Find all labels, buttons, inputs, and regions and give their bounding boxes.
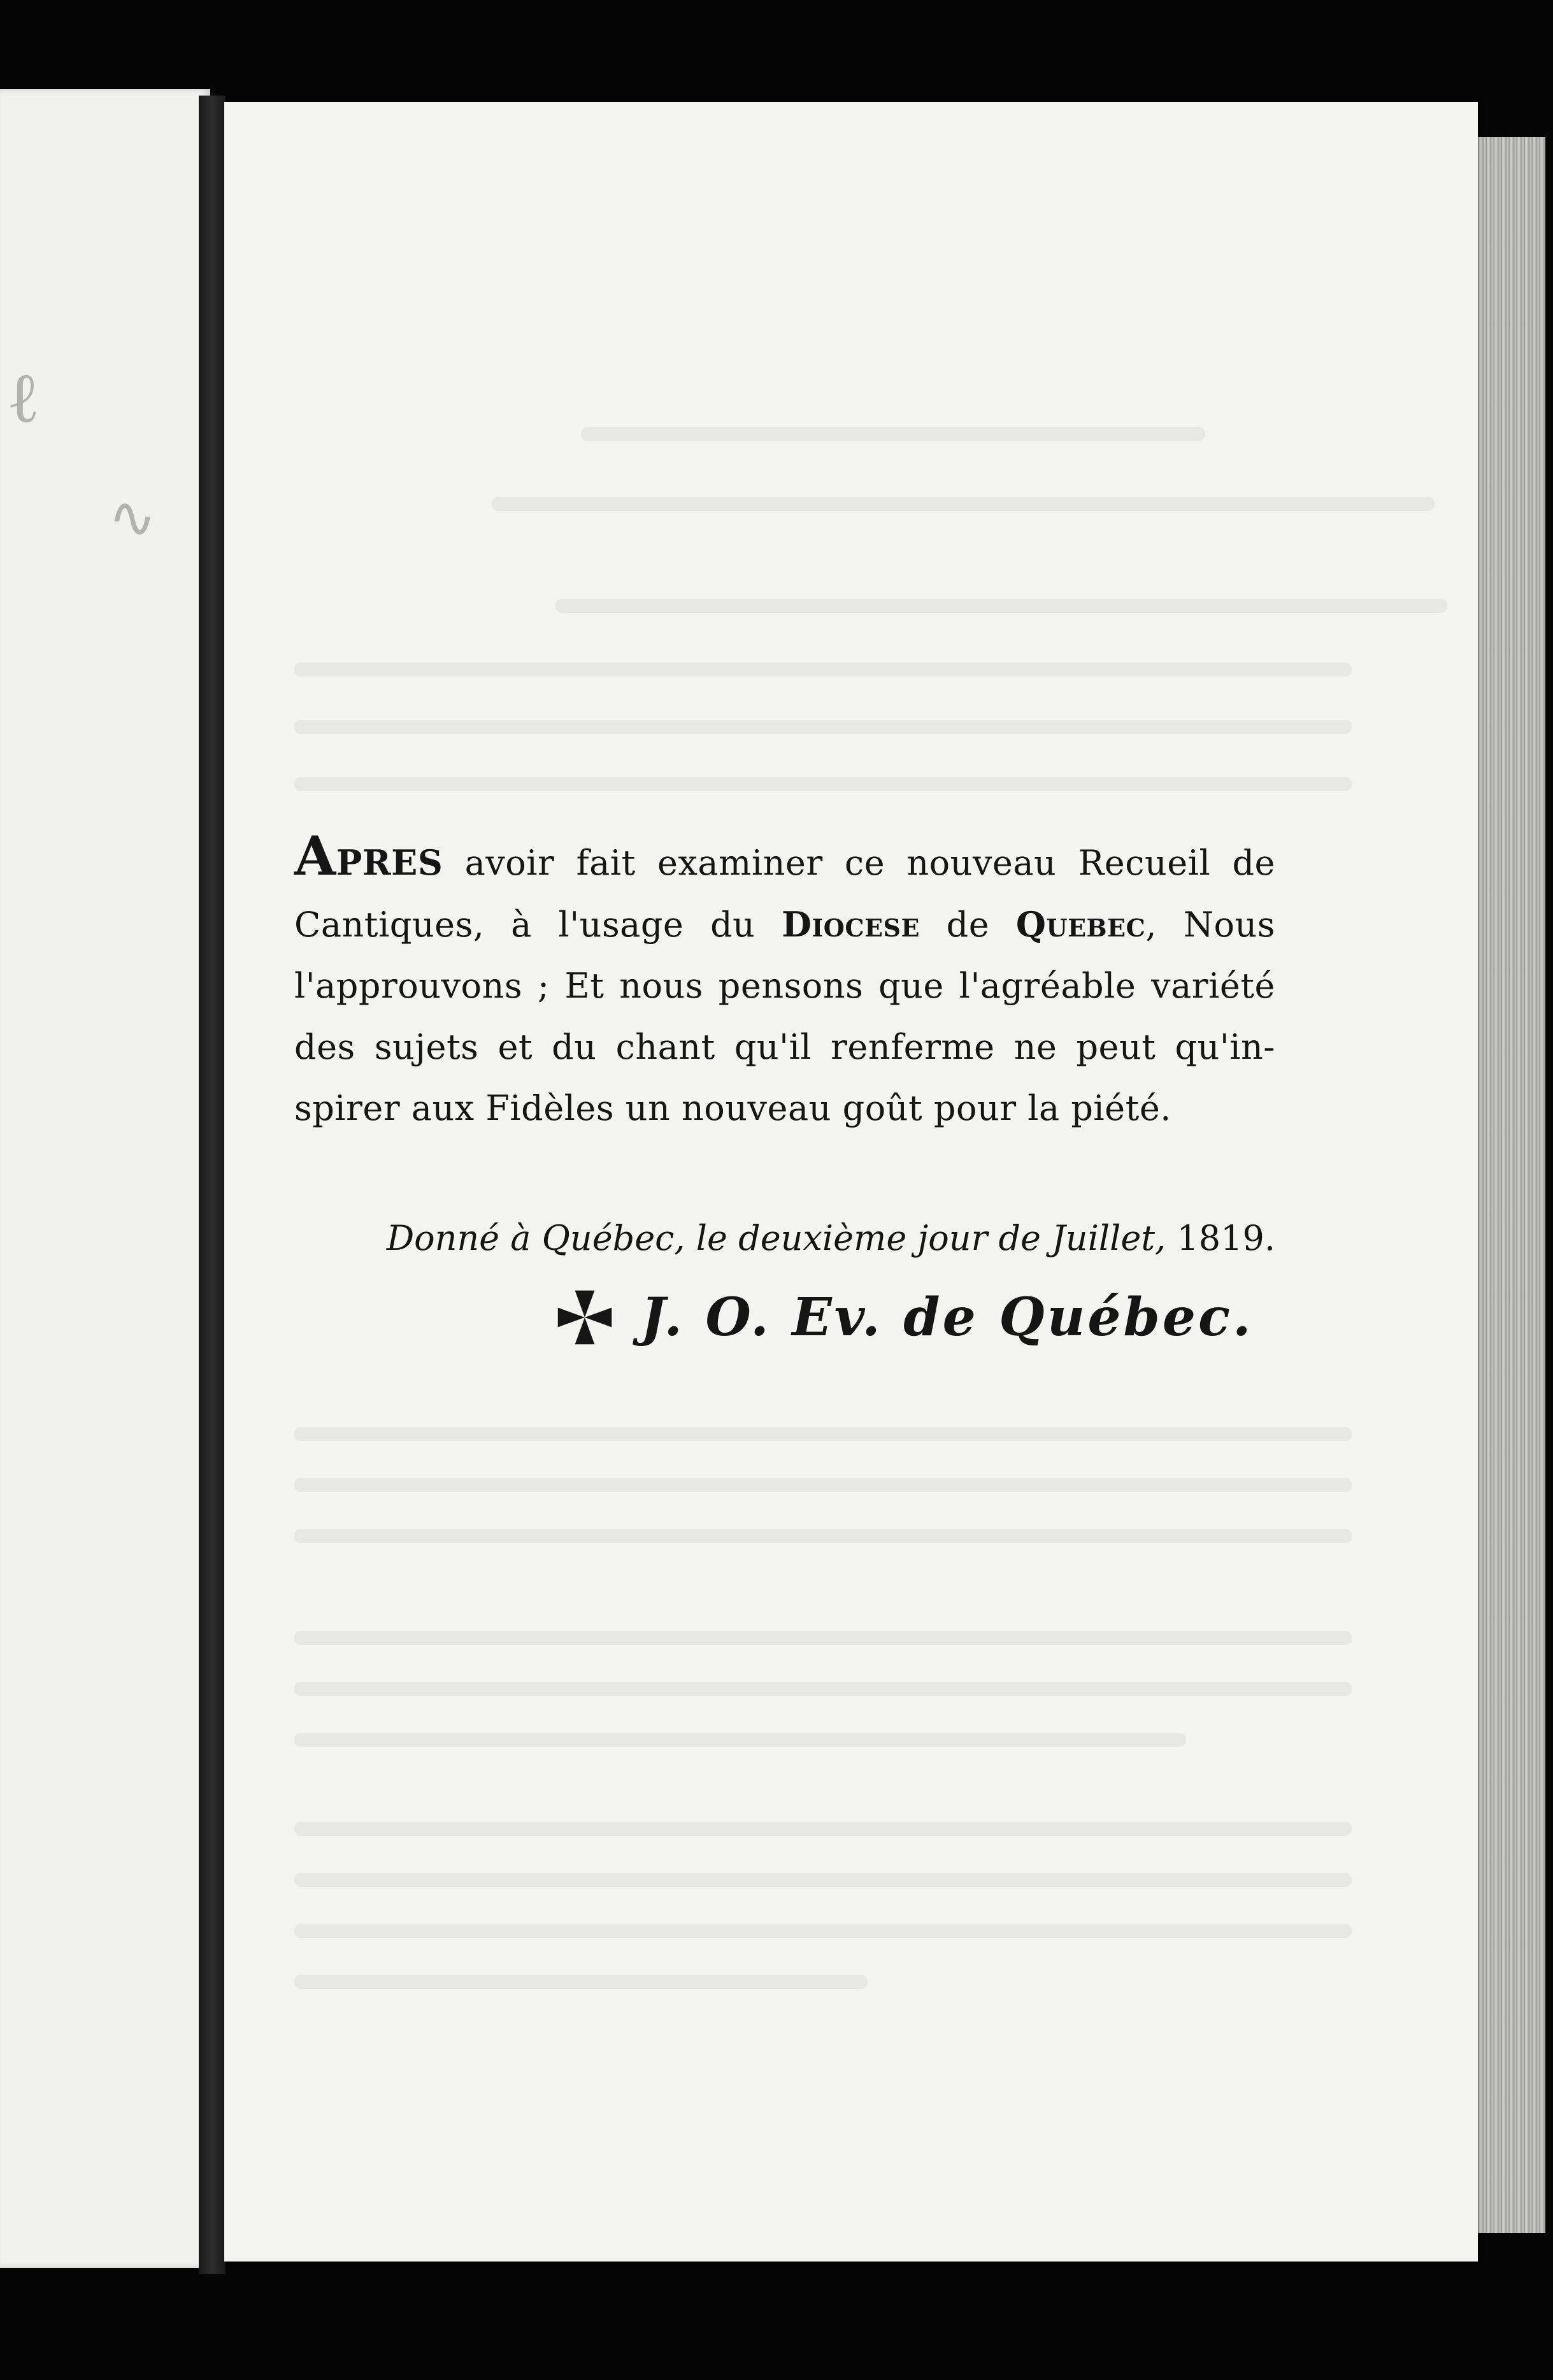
approbation-line-3: l'approuvons ; Et nous pensons que l'agréable variété (294, 966, 1275, 1006)
bleed-through-ghost (294, 1924, 1352, 1938)
opening-word-caps: PRES (336, 842, 443, 883)
approbation-line-5: spirer aux Fidèles un nouveau goût pour la piété. (294, 1088, 1171, 1128)
bleed-through-ghost (294, 720, 1352, 734)
bleed-through-ghost (294, 777, 1352, 791)
year-text: 1819. (1177, 1218, 1275, 1258)
bleed-through-ghost (294, 1682, 1352, 1696)
previous-page-edge (0, 89, 210, 2268)
bleed-through-ghost (294, 1529, 1352, 1543)
bleed-through-ghost (492, 497, 1435, 511)
cross-pattee-icon (554, 1287, 615, 1348)
bleed-through-ghost (294, 1478, 1352, 1492)
bleed-through-ghost (294, 1733, 1186, 1747)
bleed-through-ghost (294, 1631, 1352, 1645)
bleed-through-mark: ℓ (6, 357, 40, 438)
approbation-line-2 (294, 894, 1275, 956)
bleed-through-ghost (555, 599, 1447, 613)
bleed-through-ghost (294, 1975, 868, 1989)
approbation-line-1 (294, 826, 1275, 894)
diocese-caps: Diocese (782, 904, 920, 945)
bleed-through-ghost (294, 1427, 1352, 1441)
signature-line (554, 1287, 1254, 1348)
approbation-line-text: avoir fait examiner ce nouveau Recueil de (443, 843, 1275, 883)
bleed-through-ghost (294, 1822, 1352, 1836)
drop-cap: A (294, 824, 336, 887)
quebec-caps: Quebec (1015, 904, 1146, 945)
date-text: Donné à Québec, le deuxième jour de Juillet, (386, 1218, 1166, 1258)
date-line (387, 1208, 1275, 1269)
bleed-through-ghost (294, 1873, 1352, 1887)
approbation-line-text: Cantiques, à l'usage du (294, 905, 782, 945)
bleed-through-ghost (294, 663, 1352, 677)
approbation-line-text: de (919, 905, 1016, 945)
book-gutter (199, 96, 225, 2274)
book-page (224, 102, 1478, 2262)
bleed-through-mark: ∿ (108, 484, 157, 551)
approbation-line-text: , Nous (1145, 905, 1275, 945)
bishop-signature: J. O. Ev. de Québec. (641, 1287, 1254, 1348)
bleed-through-ghost (581, 427, 1205, 441)
approbation-line-4: des sujets et du chant qu'il renferme ne peut qu'in- (294, 1027, 1275, 1067)
approbation-text-block (294, 824, 1275, 1348)
